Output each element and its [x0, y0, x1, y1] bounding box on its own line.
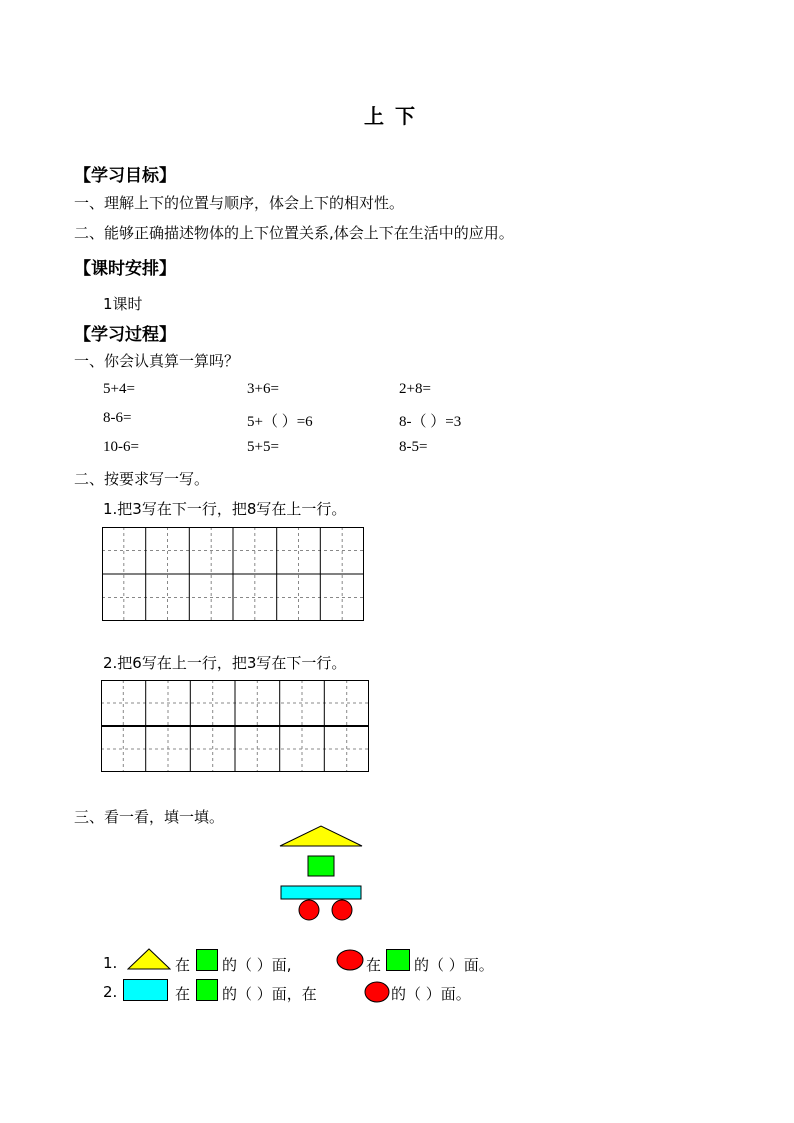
math-r1c1: 5+4=: [103, 381, 135, 397]
heading-learning-goals: 【学习目标】: [74, 166, 176, 186]
fill-line-1-blank-2[interactable]: 的（ ）面。: [414, 956, 494, 974]
math-r3c2: 5+5=: [247, 439, 279, 455]
circle-shape-left: [299, 900, 319, 920]
math-r2c3: 8-（ ）=3: [399, 414, 462, 430]
triangle-shape: [280, 826, 362, 846]
part2-q1: 1.把3写在下一行，把8写在上一行。: [103, 500, 347, 518]
part3-title: 三、看一看，填一填。: [74, 808, 225, 826]
writing-grid-1[interactable]: [102, 527, 364, 621]
fill-line-1-word-1: 在: [175, 956, 191, 974]
circle-icon: [364, 981, 390, 1003]
page-title: 上 下: [364, 104, 417, 128]
bar-shape: [281, 886, 361, 899]
math-r1c2: 3+6=: [247, 381, 279, 397]
fill-line-1-word-2: 在: [366, 956, 382, 974]
math-r3c1: 10-6=: [103, 439, 139, 455]
fill-line-2-word-1: 在: [175, 985, 191, 1003]
square-icon: [196, 949, 218, 971]
math-r2c2: 5+（ ）=6: [247, 414, 313, 430]
part1-title: 一、你会认真算一算吗？: [74, 352, 240, 370]
math-r2c1: 8-6=: [103, 410, 132, 426]
math-r3c3: 8-5=: [399, 439, 428, 455]
fill-line-2-blank-2[interactable]: 的（ ）面。: [391, 985, 471, 1003]
fill-line-1-number: 1.: [103, 954, 118, 972]
part2-q2: 2.把6写在上一行，把3写在下一行。: [103, 654, 347, 672]
math-r1c3: 2+8=: [399, 381, 431, 397]
fill-line-2-number: 2.: [103, 983, 118, 1001]
schedule-text: 1课时: [103, 295, 143, 313]
bar-icon: [123, 979, 168, 1001]
goal-item-1: 一、理解上下的位置与顺序，体会上下的相对性。: [74, 194, 405, 212]
fill-line-2-blank-1[interactable]: 的（ ）面，在: [222, 985, 317, 1003]
circle-icon: [336, 949, 364, 971]
square-icon: [196, 979, 218, 1001]
stacked-shapes-figure: [278, 824, 366, 922]
fill-line-1-blank-1[interactable]: 的（ ）面,: [222, 956, 292, 974]
circle-shape-right: [332, 900, 352, 920]
square-shape: [308, 856, 334, 876]
part2-title: 二、按要求写一写。: [74, 470, 210, 488]
heading-process: 【学习过程】: [74, 325, 176, 345]
square-icon: [386, 949, 410, 971]
writing-grid-2[interactable]: [101, 680, 369, 772]
goal-item-2: 二、能够正确描述物体的上下位置关系,体会上下在生活中的应用。: [74, 224, 514, 242]
heading-schedule: 【课时安排】: [74, 259, 176, 279]
triangle-icon: [127, 948, 171, 970]
